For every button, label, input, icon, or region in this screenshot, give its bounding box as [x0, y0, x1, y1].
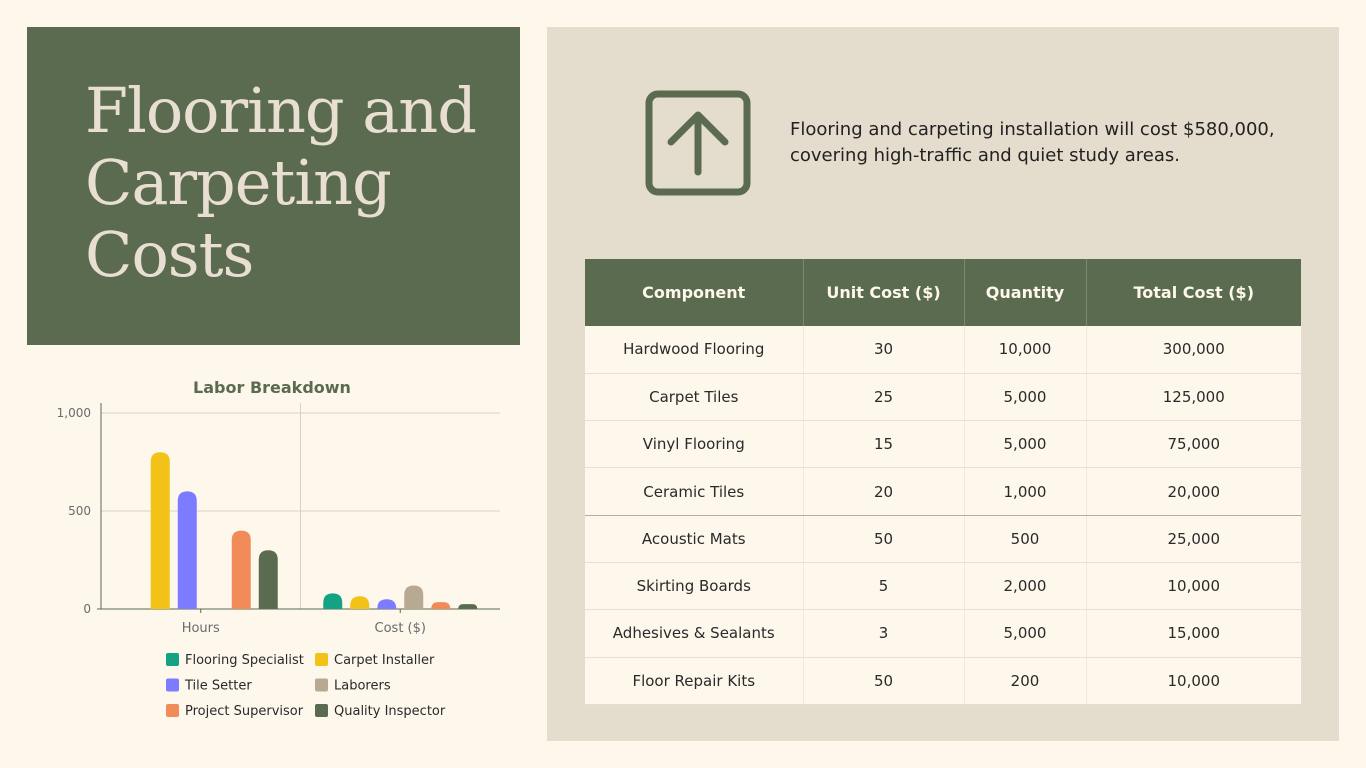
legend-label: Carpet Installer — [334, 653, 435, 668]
bar — [431, 602, 450, 609]
page-title: Flooring and Carpeting Costs — [85, 74, 476, 291]
legend-label: Tile Setter — [185, 678, 252, 694]
cell-total-cost: 10,000 — [1086, 562, 1301, 609]
cell-quantity: 2,000 — [964, 562, 1086, 609]
cell-total-cost: 300,000 — [1086, 326, 1301, 373]
labor-breakdown-chart — [27, 370, 517, 740]
table-row — [585, 468, 1301, 515]
cell-unit-cost: 3 — [803, 610, 964, 657]
header-quantity: Quantity — [964, 259, 1086, 326]
x-tick-label: Hours — [181, 621, 220, 636]
cell-quantity: 200 — [964, 657, 1086, 704]
legend-swatch — [315, 704, 328, 717]
y-tick-label: 1,000 — [56, 406, 91, 420]
bar — [232, 531, 251, 609]
title-panel — [27, 27, 520, 345]
legend-label: Project Supervisor — [185, 704, 304, 719]
cell-unit-cost: 30 — [803, 326, 964, 373]
cell-unit-cost: 20 — [803, 468, 964, 515]
table-row — [585, 373, 1301, 420]
bar — [458, 604, 477, 609]
cell-component: Floor Repair Kits — [585, 657, 803, 704]
cell-quantity: 5,000 — [964, 421, 1086, 468]
cell-unit-cost: 50 — [803, 515, 964, 562]
bar — [404, 585, 423, 609]
cell-quantity: 10,000 — [964, 326, 1086, 373]
table-row — [585, 421, 1301, 468]
legend-swatch — [166, 653, 179, 666]
bar — [350, 596, 369, 609]
cell-quantity: 5,000 — [964, 373, 1086, 420]
cell-total-cost: 125,000 — [1086, 373, 1301, 420]
cell-quantity: 5,000 — [964, 610, 1086, 657]
cell-total-cost: 15,000 — [1086, 610, 1301, 657]
table-row — [585, 657, 1301, 704]
cell-total-cost: 10,000 — [1086, 657, 1301, 704]
summary-text: Flooring and carpeting installation will cost $580,000, covering high-traffic and quiet study areas. — [790, 119, 1275, 166]
cost-table — [585, 259, 1301, 705]
bar — [151, 452, 170, 609]
cell-unit-cost: 25 — [803, 373, 964, 420]
table-row — [585, 610, 1301, 657]
table-row — [585, 562, 1301, 609]
summary-panel — [547, 27, 1339, 741]
legend-label: Quality Inspector — [334, 704, 446, 719]
y-tick-label: 0 — [83, 602, 91, 616]
legend-label: Laborers — [334, 678, 391, 694]
x-tick-label: Cost ($) — [374, 621, 426, 636]
cell-component: Hardwood Flooring — [585, 326, 803, 373]
legend-swatch — [315, 679, 328, 692]
bar — [377, 599, 396, 609]
cell-component: Vinyl Flooring — [585, 421, 803, 468]
cell-component: Skirting Boards — [585, 562, 803, 609]
bar — [259, 550, 278, 609]
header-component: Component — [585, 259, 803, 326]
table-row — [585, 515, 1301, 562]
arrow-up-square-icon — [645, 90, 751, 196]
y-tick-label: 500 — [68, 504, 91, 518]
cell-component: Ceramic Tiles — [585, 468, 803, 515]
cell-component: Carpet Tiles — [585, 373, 803, 420]
cell-total-cost: 75,000 — [1086, 421, 1301, 468]
cell-quantity: 500 — [964, 515, 1086, 562]
legend-label: Flooring Specialist — [185, 653, 304, 668]
cell-unit-cost: 15 — [803, 421, 964, 468]
table-row — [585, 326, 1301, 373]
cell-component: Adhesives & Sealants — [585, 610, 803, 657]
legend-swatch — [166, 704, 179, 717]
chart-plot — [27, 370, 517, 740]
cell-total-cost: 25,000 — [1086, 515, 1301, 562]
bar — [178, 491, 197, 609]
header-unit-cost: Unit Cost ($) — [803, 259, 964, 326]
legend-swatch — [166, 679, 179, 692]
chart-title: Labor Breakdown — [193, 378, 351, 397]
cell-unit-cost: 5 — [803, 562, 964, 609]
cell-unit-cost: 50 — [803, 657, 964, 704]
cell-quantity: 1,000 — [964, 468, 1086, 515]
cell-component: Acoustic Mats — [585, 515, 803, 562]
header-total-cost: Total Cost ($) — [1086, 259, 1301, 326]
bar — [323, 593, 342, 609]
cell-total-cost: 20,000 — [1086, 468, 1301, 515]
legend-swatch — [315, 653, 328, 666]
